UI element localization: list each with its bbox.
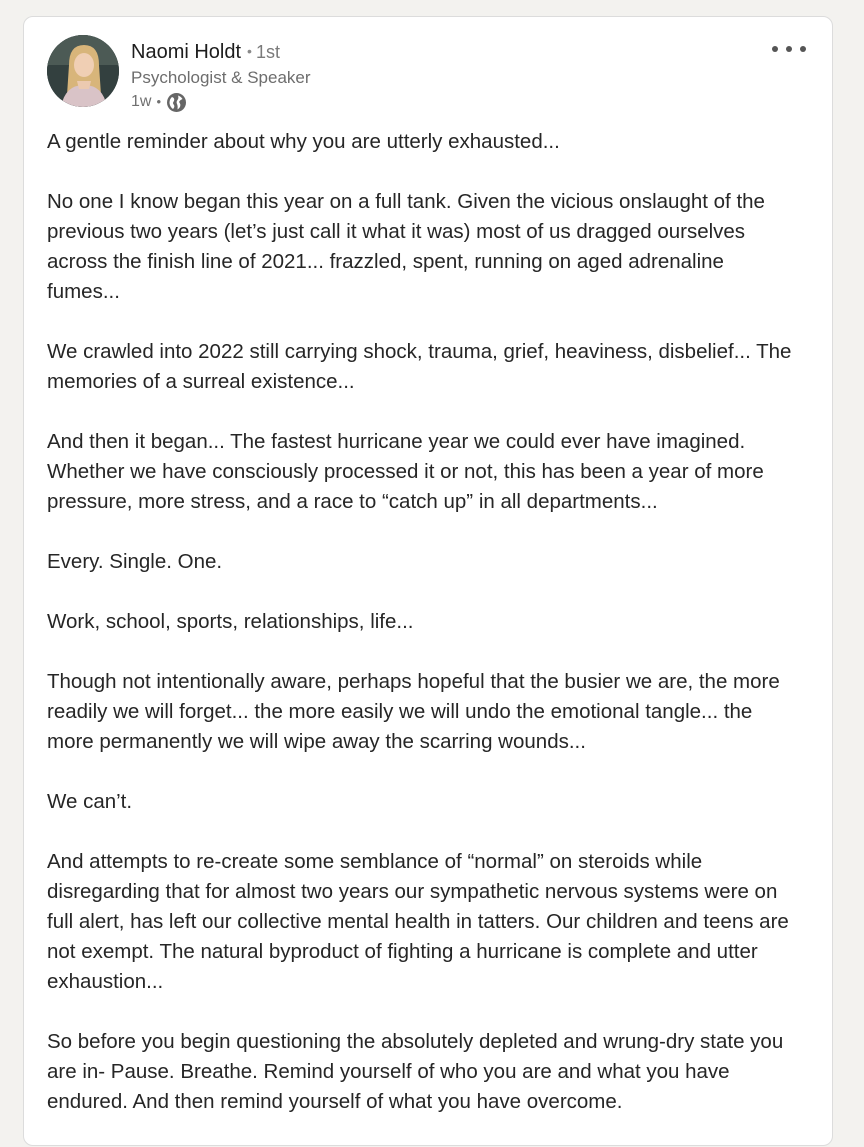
author-info <box>131 37 311 114</box>
post-line: We crawled into 2022 still carrying shock, trauma, grief, heaviness, disbelief... The <box>47 340 792 363</box>
post-meta <box>131 90 311 114</box>
post-line: full alert, has left our collective mental health in tatters. Our children and teens are <box>47 910 789 933</box>
post-paragraph <box>47 607 817 637</box>
post-line: readily we will forget... the more easily we will undo the emotional tangle... the <box>47 700 753 723</box>
post-line: are in- Pause. Breathe. Remind yourself of who you are and what you have <box>47 1060 730 1083</box>
author-name-row <box>131 37 311 66</box>
post-paragraph <box>47 667 817 757</box>
post-paragraph <box>47 427 817 517</box>
author-name[interactable]: Naomi Holdt <box>131 41 242 63</box>
post-paragraph <box>47 547 817 577</box>
post-line: We can’t. <box>47 790 133 813</box>
more-dot <box>772 46 778 52</box>
post-paragraph <box>47 187 817 307</box>
post-line: Work, school, sports, relationships, life... <box>47 610 414 633</box>
post-line: endured. And then remind yourself of what you have overcome. <box>47 1090 623 1113</box>
post-line: memories of a surreal existence... <box>47 370 355 393</box>
post-line: Though not intentionally aware, perhaps hopeful that the busier we are, the more <box>47 670 780 693</box>
post-card <box>23 16 833 1146</box>
post-line: Every. Single. One. <box>47 550 223 573</box>
post-line: more permanently we will wipe away the scarring wounds... <box>47 730 586 753</box>
globe-icon <box>166 92 187 113</box>
post-line: And then it began... The fastest hurricane year we could ever have imagined. <box>47 430 746 453</box>
post-paragraph <box>47 1027 817 1117</box>
post-line: Whether we have consciously processed it or not, this has been a year of more <box>47 460 764 483</box>
post-line: disregarding that for almost two years our sympathetic nervous systems were on <box>47 880 778 903</box>
post-line: not exempt. The natural byproduct of fighting a hurricane is complete and utter <box>47 940 758 963</box>
post-text <box>47 127 817 1147</box>
post-paragraph <box>47 787 817 817</box>
meta-separator: • <box>156 94 162 109</box>
post-paragraph <box>47 127 817 157</box>
post-line: So before you begin questioning the absolutely depleted and wrung-dry state you <box>47 1030 784 1053</box>
post-line: pressure, more stress, and a race to “catch up” in all departments... <box>47 490 658 513</box>
author-headline: Psychologist & Speaker <box>131 68 311 87</box>
more-dot <box>800 46 806 52</box>
post-line: And attempts to re-create some semblance of “normal” on steroids while <box>47 850 703 873</box>
post-paragraph <box>47 337 817 397</box>
name-separator: • <box>247 43 252 59</box>
more-options-icon[interactable] <box>772 39 806 59</box>
post-line: A gentle reminder about why you are utterly exhausted... <box>47 130 560 153</box>
post-line: No one I know began this year on a full tank. Given the vicious onslaught of the <box>47 190 765 213</box>
avatar[interactable] <box>47 35 119 107</box>
post-line: previous two years (let’s just call it what it was) most of us dragged ourselves <box>47 220 746 243</box>
post-time: 1w <box>131 93 152 110</box>
more-dot <box>786 46 792 52</box>
avatar-photo <box>47 35 119 107</box>
post-line: exhaustion... <box>47 970 164 993</box>
post-line: fumes... <box>47 280 120 303</box>
connection-degree: 1st <box>255 42 280 62</box>
post-paragraph <box>47 847 817 997</box>
post-line: across the finish line of 2021... frazzled, spent, running on aged adrenaline <box>47 250 724 273</box>
